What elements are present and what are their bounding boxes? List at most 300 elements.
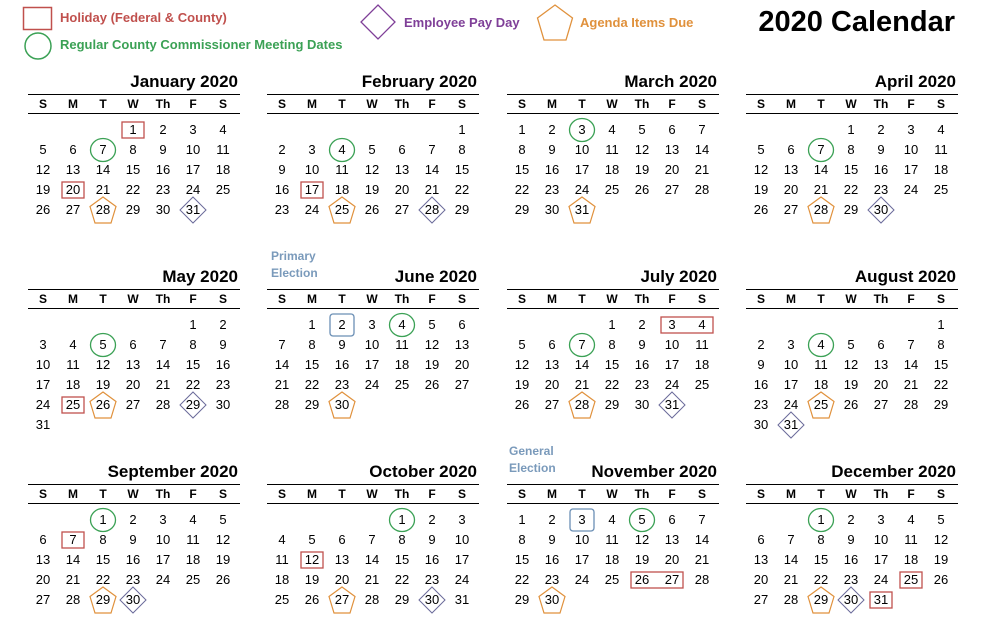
day-cell: 25 [394, 377, 410, 392]
weekday-label: F [189, 97, 197, 111]
day-cell: 28 [903, 397, 919, 412]
day-cell: 14 [574, 357, 590, 372]
weekday-label: F [428, 97, 436, 111]
weekday-label: M [307, 97, 317, 111]
weekday-label: W [366, 97, 378, 111]
legend-holiday-label: Holiday (Federal & County) [60, 10, 227, 25]
weekday-label: Th [155, 487, 171, 501]
day-cell: 27 [664, 182, 680, 197]
day-cell: 16 [544, 162, 560, 177]
day-cell: 9 [338, 337, 346, 352]
day-cell: 2 [278, 142, 286, 157]
day-cell: 4 [817, 337, 825, 352]
day-cell: 21 [813, 182, 829, 197]
weekday-header [28, 289, 240, 309]
day-cell: 16 [215, 357, 231, 372]
day-cell: 6 [69, 142, 77, 157]
day-cell: 22 [185, 377, 201, 392]
day-cell: 7 [69, 532, 77, 547]
day-cell: 10 [783, 357, 799, 372]
day-cell: 8 [458, 142, 466, 157]
day-cell: 11 [605, 532, 619, 547]
day-cell: 1 [847, 122, 855, 137]
day-cell: 31 [574, 202, 590, 217]
weekday-label: S [277, 97, 286, 111]
day-cell: 19 [215, 552, 231, 567]
weekday-label: S [936, 292, 945, 306]
weekday-header [507, 289, 719, 309]
day-cell: 11 [395, 337, 409, 352]
weekday-label: S [756, 292, 765, 306]
day-cell: 14 [65, 552, 81, 567]
weekday-label: T [578, 292, 586, 306]
month-block [507, 444, 719, 634]
day-cell: 24 [185, 182, 201, 197]
weekday-header [746, 484, 958, 504]
legend-meeting-label: Regular County Commissioner Meeting Dates [60, 37, 343, 52]
day-cell: 10 [155, 532, 171, 547]
month-title: November 2020 [591, 462, 717, 481]
weekday-label: Th [634, 292, 650, 306]
day-cell: 26 [514, 397, 530, 412]
day-cell: 17 [304, 182, 320, 197]
day-cell: 15 [304, 357, 320, 372]
day-cell: 7 [817, 142, 825, 157]
day-cell: 18 [813, 377, 829, 392]
day-cell: 25 [185, 572, 201, 587]
weekday-label: F [668, 292, 676, 306]
day-cell: 5 [638, 122, 646, 137]
day-cell: 26 [215, 572, 231, 587]
weekday-label: S [697, 292, 706, 306]
day-cell: 11 [186, 532, 200, 547]
weekday-label: M [547, 97, 557, 111]
weekday-label: F [428, 487, 436, 501]
weekday-label: M [68, 487, 78, 501]
weekday-label: S [277, 487, 286, 501]
day-cell: 27 [125, 397, 141, 412]
day-cell: 12 [364, 162, 380, 177]
day-cell: 11 [275, 552, 289, 567]
day-cell: 10 [873, 532, 889, 547]
day-cell: 5 [428, 317, 436, 332]
day-cell: 30 [544, 592, 560, 607]
day-cell: 23 [215, 377, 231, 392]
day-cell: 3 [907, 122, 915, 137]
day-cell: 2 [338, 317, 346, 332]
day-cell: 8 [99, 532, 107, 547]
weekday-label: W [845, 487, 857, 501]
weekday-header [28, 484, 240, 504]
day-cell: 27 [783, 202, 799, 217]
day-cell: 8 [847, 142, 855, 157]
day-cell: 20 [35, 572, 51, 587]
day-cell: 10 [185, 142, 201, 157]
weekday-label: Th [394, 97, 410, 111]
day-cell: 3 [578, 512, 586, 527]
weekday-header [267, 94, 479, 114]
day-cell: 18 [215, 162, 231, 177]
day-cell: 5 [39, 142, 47, 157]
day-cell: 15 [604, 357, 620, 372]
day-cell: 2 [129, 512, 137, 527]
day-cell: 26 [634, 572, 650, 587]
day-cell: 2 [219, 317, 227, 332]
day-cell: 5 [368, 142, 376, 157]
day-cell: 26 [933, 572, 949, 587]
day-cell: 12 [95, 357, 111, 372]
day-cell: 11 [335, 162, 349, 177]
weekday-label: T [817, 97, 825, 111]
day-cell: 22 [514, 182, 530, 197]
day-cell: 10 [35, 357, 51, 372]
weekday-label: Th [155, 292, 171, 306]
day-cell: 1 [458, 122, 466, 137]
weekday-label: T [338, 292, 346, 306]
day-cell: 28 [694, 182, 710, 197]
weekday-label: S [218, 97, 227, 111]
day-cell: 26 [35, 202, 51, 217]
weekday-label: M [68, 292, 78, 306]
month-block [28, 72, 240, 244]
day-cell: 29 [514, 202, 530, 217]
day-cell: 21 [274, 377, 290, 392]
day-cell: 2 [638, 317, 646, 332]
weekday-label: T [578, 97, 586, 111]
weekday-label: T [99, 487, 107, 501]
weekday-label: F [907, 487, 915, 501]
day-cell: 16 [634, 357, 650, 372]
day-cell: 17 [783, 377, 799, 392]
month-block [507, 267, 719, 439]
day-cell: 29 [304, 397, 320, 412]
day-cell: 1 [398, 512, 406, 527]
election-label-line: Election [509, 461, 556, 475]
day-cell: 11 [605, 142, 619, 157]
day-cell: 8 [608, 337, 616, 352]
day-cell: 7 [907, 337, 915, 352]
weekday-label: M [786, 292, 796, 306]
weekday-label: S [457, 487, 466, 501]
day-cell: 13 [753, 552, 769, 567]
weekday-label: S [517, 292, 526, 306]
day-cell: 24 [454, 572, 470, 587]
day-cell: 8 [398, 532, 406, 547]
weekday-label: S [517, 97, 526, 111]
day-cell: 3 [578, 122, 586, 137]
day-cell: 27 [544, 397, 560, 412]
day-cell: 8 [518, 532, 526, 547]
day-cell: 1 [817, 512, 825, 527]
day-cell: 19 [364, 182, 380, 197]
day-cell: 10 [903, 142, 919, 157]
day-cell: 12 [753, 162, 769, 177]
day-cell: 24 [35, 397, 51, 412]
day-cell: 9 [129, 532, 137, 547]
day-cell: 24 [574, 182, 590, 197]
day-cell: 24 [574, 572, 590, 587]
weekday-label: F [428, 292, 436, 306]
day-cell: 7 [99, 142, 107, 157]
day-cell: 20 [873, 377, 889, 392]
day-cell: 27 [394, 202, 410, 217]
day-cell: 13 [664, 532, 680, 547]
day-cell: 6 [877, 337, 885, 352]
day-cell: 4 [698, 317, 706, 332]
month-title: September 2020 [107, 462, 238, 481]
day-cell: 17 [574, 162, 590, 177]
day-cell: 26 [424, 377, 440, 392]
weekday-label: W [127, 292, 139, 306]
day-cell: 7 [368, 532, 376, 547]
weekday-label: S [38, 97, 47, 111]
day-cell: 9 [638, 337, 646, 352]
weekday-label: M [786, 97, 796, 111]
day-cell: 27 [65, 202, 81, 217]
day-cell: 8 [308, 337, 316, 352]
day-cell: 20 [783, 182, 799, 197]
day-cell: 8 [937, 337, 945, 352]
weekday-label: F [189, 292, 197, 306]
day-cell: 13 [394, 162, 410, 177]
day-cell: 16 [753, 377, 769, 392]
day-cell: 6 [668, 122, 676, 137]
day-cell: 19 [35, 182, 51, 197]
day-cell: 6 [668, 512, 676, 527]
day-cell: 27 [334, 592, 350, 607]
day-cell: 5 [757, 142, 765, 157]
legend-payday-label: Employee Pay Day [404, 15, 520, 30]
day-cell: 23 [125, 572, 141, 587]
day-cell: 21 [783, 572, 799, 587]
day-cell: 15 [813, 552, 829, 567]
month-title: April 2020 [874, 72, 956, 91]
day-cell: 9 [159, 142, 167, 157]
day-cell: 1 [99, 512, 107, 527]
day-cell: 14 [694, 142, 710, 157]
legend-agenda-label: Agenda Items Due [580, 15, 694, 30]
day-cell: 13 [35, 552, 51, 567]
weekday-label: Th [873, 292, 889, 306]
page-title: 2020 Calendar [758, 6, 955, 38]
day-cell: 5 [937, 512, 945, 527]
day-cell: 20 [664, 552, 680, 567]
weekday-label: S [756, 97, 765, 111]
day-cell: 3 [877, 512, 885, 527]
day-cell: 30 [334, 397, 350, 412]
day-cell: 6 [398, 142, 406, 157]
weekday-label: T [817, 487, 825, 501]
day-cell: 3 [39, 337, 47, 352]
day-cell: 30 [125, 592, 141, 607]
day-cell: 13 [334, 552, 350, 567]
day-cell: 12 [304, 552, 320, 567]
day-cell: 2 [757, 337, 765, 352]
day-cell: 13 [873, 357, 889, 372]
day-cell: 3 [368, 317, 376, 332]
day-cell: 17 [155, 552, 171, 567]
day-cell: 5 [847, 337, 855, 352]
day-cell: 22 [95, 572, 111, 587]
meeting-circle-icon [23, 31, 53, 61]
day-cell: 24 [304, 202, 320, 217]
day-cell: 24 [364, 377, 380, 392]
day-cell: 19 [753, 182, 769, 197]
day-cell: 14 [95, 162, 111, 177]
day-cell: 21 [903, 377, 919, 392]
day-cell: 11 [904, 532, 918, 547]
day-cell: 8 [129, 142, 137, 157]
day-cell: 19 [304, 572, 320, 587]
day-cell: 16 [334, 357, 350, 372]
day-cell: 28 [274, 397, 290, 412]
day-cell: 27 [753, 592, 769, 607]
day-cell: 25 [903, 572, 919, 587]
day-cell: 20 [125, 377, 141, 392]
day-cell: 20 [664, 162, 680, 177]
day-cell: 27 [873, 397, 889, 412]
day-cell: 4 [608, 512, 616, 527]
weekday-label: S [38, 487, 47, 501]
day-cell: 7 [698, 122, 706, 137]
month-title: October 2020 [369, 462, 477, 481]
day-cell: 22 [125, 182, 141, 197]
weekday-label: F [907, 292, 915, 306]
day-cell: 23 [634, 377, 650, 392]
month-block [746, 462, 958, 634]
day-cell: 28 [813, 202, 829, 217]
day-cell: 16 [544, 552, 560, 567]
day-cell: 31 [35, 417, 51, 432]
election-label [509, 443, 556, 477]
day-cell: 14 [694, 532, 710, 547]
day-cell: 13 [454, 337, 470, 352]
weekday-label: Th [394, 487, 410, 501]
day-cell: 1 [518, 512, 526, 527]
day-cell: 18 [394, 357, 410, 372]
day-cell: 25 [813, 397, 829, 412]
day-cell: 2 [548, 122, 556, 137]
day-cell: 25 [694, 377, 710, 392]
day-cell: 12 [634, 142, 650, 157]
weekday-label: W [366, 292, 378, 306]
day-cell: 13 [544, 357, 560, 372]
day-cell: 26 [634, 182, 650, 197]
day-cell: 18 [694, 357, 710, 372]
day-cell: 14 [364, 552, 380, 567]
day-cell: 7 [698, 512, 706, 527]
day-cell: 4 [398, 317, 406, 332]
day-cell: 7 [278, 337, 286, 352]
day-cell: 18 [185, 552, 201, 567]
day-cell: 22 [304, 377, 320, 392]
day-cell: 3 [458, 512, 466, 527]
day-cell: 9 [548, 142, 556, 157]
weekday-label: W [606, 292, 618, 306]
day-cell: 4 [937, 122, 945, 137]
day-cell: 29 [454, 202, 470, 217]
weekday-header [746, 94, 958, 114]
day-cell: 27 [664, 572, 680, 587]
day-cell: 23 [544, 182, 560, 197]
day-cell: 23 [843, 572, 859, 587]
day-cell: 26 [843, 397, 859, 412]
day-cell: 1 [937, 317, 945, 332]
day-cell: 6 [757, 532, 765, 547]
day-cell: 3 [308, 142, 316, 157]
day-cell: 18 [274, 572, 290, 587]
day-cell: 2 [877, 122, 885, 137]
day-cell: 30 [873, 202, 889, 217]
day-cell: 11 [66, 357, 80, 372]
day-cell: 25 [604, 182, 620, 197]
day-cell: 18 [903, 552, 919, 567]
day-cell: 4 [278, 532, 286, 547]
month-block [746, 72, 958, 244]
weekday-label: W [606, 487, 618, 501]
day-cell: 28 [574, 397, 590, 412]
weekday-label: F [668, 487, 676, 501]
weekday-label: S [697, 487, 706, 501]
weekday-label: Th [873, 487, 889, 501]
day-cell: 14 [424, 162, 440, 177]
day-cell: 23 [753, 397, 769, 412]
month-title: January 2020 [130, 72, 238, 91]
weekday-label: M [786, 487, 796, 501]
day-cell: 16 [424, 552, 440, 567]
day-cell: 29 [125, 202, 141, 217]
weekday-label: W [366, 487, 378, 501]
day-cell: 1 [129, 122, 137, 137]
day-cell: 13 [783, 162, 799, 177]
day-cell: 10 [364, 337, 380, 352]
weekday-label: M [68, 97, 78, 111]
day-cell: 13 [65, 162, 81, 177]
day-cell: 15 [933, 357, 949, 372]
day-cell: 1 [308, 317, 316, 332]
day-cell: 5 [308, 532, 316, 547]
day-cell: 29 [933, 397, 949, 412]
day-cell: 28 [694, 572, 710, 587]
day-cell: 15 [843, 162, 859, 177]
day-cell: 30 [215, 397, 231, 412]
day-cell: 19 [634, 552, 650, 567]
day-cell: 6 [39, 532, 47, 547]
day-cell: 9 [548, 532, 556, 547]
weekday-label: M [307, 487, 317, 501]
month-block [28, 267, 240, 439]
day-cell: 25 [604, 572, 620, 587]
day-cell: 31 [664, 397, 680, 412]
day-cell: 29 [843, 202, 859, 217]
day-cell: 19 [634, 162, 650, 177]
weekday-label: F [668, 97, 676, 111]
day-cell: 22 [514, 572, 530, 587]
day-cell: 23 [155, 182, 171, 197]
day-cell: 2 [847, 512, 855, 527]
day-cell: 31 [185, 202, 201, 217]
day-cell: 12 [933, 532, 949, 547]
day-cell: 12 [424, 337, 440, 352]
day-cell: 3 [668, 317, 676, 332]
day-cell: 30 [424, 592, 440, 607]
day-cell: 10 [304, 162, 320, 177]
election-label-line: Primary [271, 249, 316, 263]
day-cell: 21 [694, 552, 710, 567]
day-cell: 3 [189, 122, 197, 137]
day-cell: 28 [424, 202, 440, 217]
day-cell: 18 [334, 182, 350, 197]
